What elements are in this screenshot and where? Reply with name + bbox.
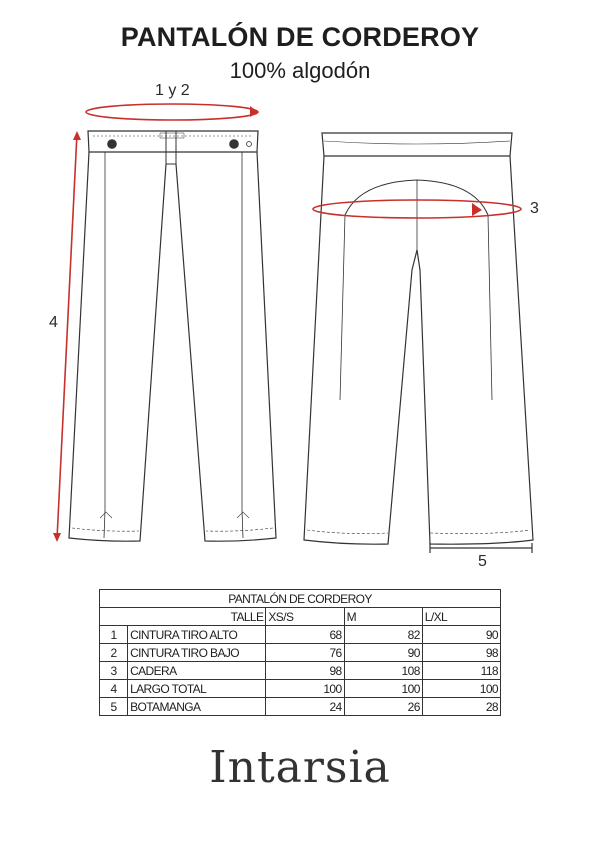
table-row xyxy=(100,680,501,698)
size-column-header: M xyxy=(344,608,422,626)
button-right-icon xyxy=(230,140,238,148)
row-label: BOTAMANGA xyxy=(128,698,266,716)
page-title: PANTALÓN DE CORDEROY xyxy=(120,22,480,52)
row-value: 98 xyxy=(422,644,500,662)
front-left-leg xyxy=(69,152,166,541)
size-chart-table xyxy=(99,589,501,716)
back-left-leg xyxy=(304,156,417,544)
row-label: CINTURA TIRO ALTO xyxy=(128,626,266,644)
waist-measure-arrow xyxy=(86,104,258,120)
row-number: 3 xyxy=(100,662,128,680)
row-value: 76 xyxy=(266,644,344,662)
size-column-header: L/XL xyxy=(422,608,500,626)
row-value: 98 xyxy=(266,662,344,680)
row-number: 5 xyxy=(100,698,128,716)
hip-measure-label: 3 xyxy=(530,200,539,217)
row-value: 100 xyxy=(266,680,344,698)
size-header: TALLE xyxy=(100,608,266,626)
table-caption: PANTALÓN DE CORDEROY xyxy=(100,590,501,608)
row-label: CADERA xyxy=(128,662,266,680)
button-left-icon xyxy=(108,140,116,148)
row-value: 28 xyxy=(422,698,500,716)
row-value: 100 xyxy=(344,680,422,698)
row-number: 2 xyxy=(100,644,128,662)
row-value: 90 xyxy=(422,626,500,644)
front-view xyxy=(69,131,276,541)
length-measure-line xyxy=(57,133,77,539)
row-value: 26 xyxy=(344,698,422,716)
front-right-leg xyxy=(176,152,276,541)
hem-measure-label: 5 xyxy=(478,553,487,570)
fabric-composition: 100% algodón xyxy=(229,58,371,83)
back-waistband xyxy=(322,133,512,156)
table-row xyxy=(100,698,501,716)
row-value: 108 xyxy=(344,662,422,680)
row-value: 82 xyxy=(344,626,422,644)
row-value: 100 xyxy=(422,680,500,698)
table-row xyxy=(100,626,501,644)
size-column-header: XS/S xyxy=(266,608,344,626)
length-measure-label: 4 xyxy=(49,314,58,331)
table-caption-row xyxy=(100,590,501,608)
table-header-row xyxy=(100,608,501,626)
waist-measure-label: 1 y 2 xyxy=(155,82,190,99)
row-value: 24 xyxy=(266,698,344,716)
row-label: CINTURA TIRO BAJO xyxy=(128,644,266,662)
brand-logo: Intarsia xyxy=(209,742,391,793)
row-number: 4 xyxy=(100,680,128,698)
row-value: 118 xyxy=(422,662,500,680)
table-row xyxy=(100,644,501,662)
row-value: 68 xyxy=(266,626,344,644)
back-view xyxy=(304,133,533,544)
back-right-leg xyxy=(417,156,533,544)
table-row xyxy=(100,662,501,680)
row-number: 1 xyxy=(100,626,128,644)
measurement-markers xyxy=(53,104,521,542)
row-label: LARGO TOTAL xyxy=(128,680,266,698)
row-value: 90 xyxy=(344,644,422,662)
